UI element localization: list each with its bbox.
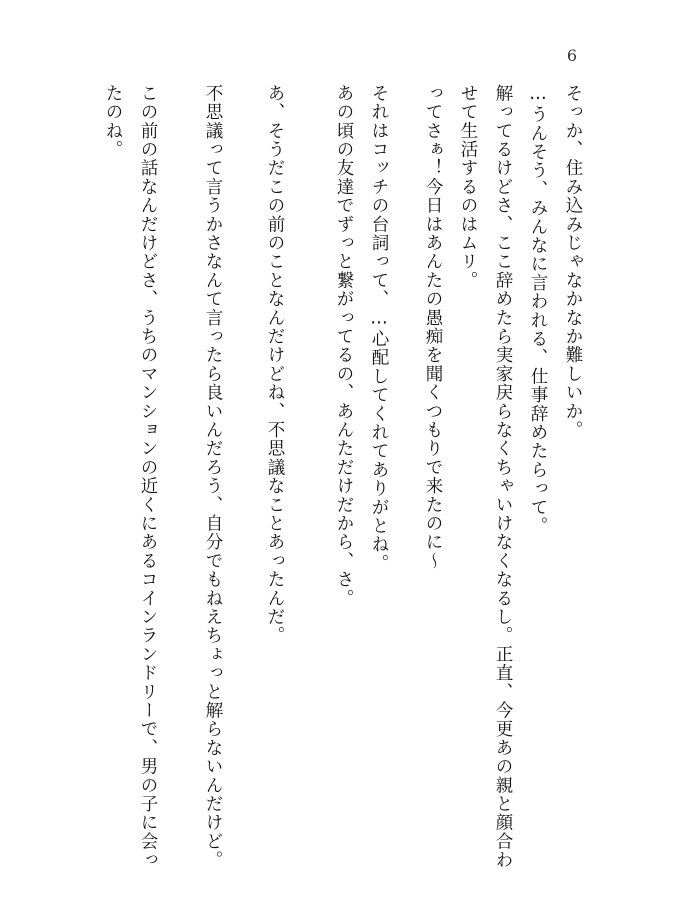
text-line-5: ってさぁ！今日はあんたの愚痴を聞くつもりで来たのに～ [423,84,443,571]
text-line-11: たのね。 [103,84,123,159]
text-line-3: 解ってるけどさ、ここ辞めたら実家戻らなくちゃいけなくなるし。正直、今更あの親と顔合わ [493,84,513,870]
text-line-8: あ、そうだこの前のことなんだけどね、不思議なことあったんだ。 [265,84,285,645]
text-line-4: せて生活するのはムリ。 [458,84,478,290]
text-line-1: そっか、住み込みじゃなかなか難しいか。 [563,84,583,440]
text-line-7: あの頃の友達でずっと繋がってるの、あんただけだから、さ。 [334,84,354,608]
text-line-2: …うんそう、みんなに言われる、仕事辞めたらって。 [528,84,548,536]
text-line-6: それはコッチの台詞って、…心配してくれてありがとね。 [369,84,389,573]
text-line-10: この前の話なんだけどさ、うちのマンションの近くにあるコインランドリーで、男の子に会っ [138,84,158,870]
text-line-9: 不思議って言うかさなんて言ったら良いんだろう、自分でもねえちょっと解らないんだけど。 [203,84,223,870]
page-number: 6 [566,46,578,65]
